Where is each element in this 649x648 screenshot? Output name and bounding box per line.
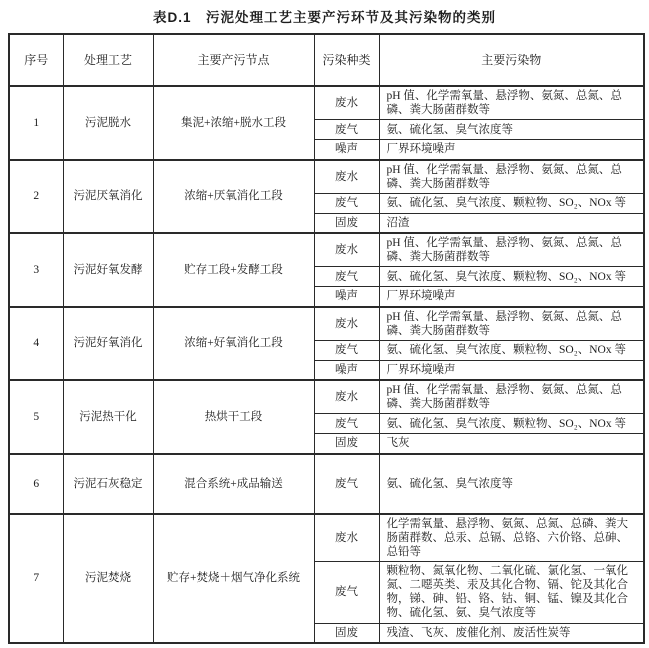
pollution-type-cell: 废水 xyxy=(314,514,379,562)
pollutants-cell: 氨、硫化氢、臭气浓度等 xyxy=(379,454,644,514)
table-row xyxy=(9,514,644,562)
serial-number-cell: 6 xyxy=(9,454,63,514)
table-body xyxy=(9,86,644,643)
pollution-type-cell: 废气 xyxy=(314,193,379,213)
pollution-type-cell: 固废 xyxy=(314,434,379,454)
pollution-type-cell: 废水 xyxy=(314,307,379,341)
pollutants-cell: 沼渣 xyxy=(379,213,644,233)
pollutants-cell: 氨、硫化氢、臭气浓度、颗粒物、SO₂、NOx 等 xyxy=(379,193,644,213)
pollution-node-cell: 贮存工段+发酵工段 xyxy=(153,233,314,307)
pollutants-cell: 化学需氧量、悬浮物、氨氮、总氮、总磷、粪大肠菌群数、总汞、总镉、总铬、六价铬、总砷、总铅等 xyxy=(379,514,644,562)
pollutants-cell: pH 值、化学需氧量、悬浮物、氨氮、总氮、总磷、粪大肠菌群数等 xyxy=(379,160,644,194)
table-caption: 表D.1 污泥处理工艺主要产污环节及其污染物的类别 xyxy=(152,10,496,25)
pollutants-cell: 颗粒物、氮氧化物、二氧化硫、氯化氢、一氧化氮、二噁英类、汞及其化合物、镉、铊及其化合物，锑、砷、铅、铬、钴、铜、锰、镍及其化合物、硫化氢、氨、臭气浓度等 xyxy=(379,561,644,623)
serial-number-cell: 4 xyxy=(9,307,63,381)
pollution-type-cell: 废水 xyxy=(314,380,379,414)
serial-number-cell: 3 xyxy=(9,233,63,307)
pollution-type-cell: 废气 xyxy=(314,454,379,514)
pollution-type-cell: 噪声 xyxy=(314,287,379,307)
process-cell: 污泥热干化 xyxy=(63,380,153,454)
pollution-type-cell: 废气 xyxy=(314,414,379,434)
column-header-serial-number: 序号 xyxy=(9,34,63,86)
pollutants-cell: pH 值、化学需氧量、悬浮物、氨氮、总氮、总磷、粪大肠菌群数等 xyxy=(379,86,644,120)
serial-number-cell: 5 xyxy=(9,380,63,454)
pollutants-cell: pH 值、化学需氧量、悬浮物、氨氮、总氮、总磷、粪大肠菌群数等 xyxy=(379,307,644,341)
table-row xyxy=(9,160,644,194)
serial-number-cell: 7 xyxy=(9,514,63,644)
header-row xyxy=(9,34,644,86)
table-row xyxy=(9,380,644,414)
serial-number-cell: 1 xyxy=(9,86,63,160)
pollutants-cell: 氨、硫化氢、臭气浓度、颗粒物、SO₂、NOx 等 xyxy=(379,414,644,434)
pollutants-cell: 氨、硫化氢、臭气浓度、颗粒物、SO₂、NOx 等 xyxy=(379,340,644,360)
process-cell: 污泥好氧发酵 xyxy=(63,233,153,307)
pollutants-cell: pH 值、化学需氧量、悬浮物、氨氮、总氮、总磷、粪大肠菌群数等 xyxy=(379,233,644,267)
process-cell: 污泥好氧消化 xyxy=(63,307,153,381)
process-cell: 污泥厌氧消化 xyxy=(63,160,153,234)
pollution-type-cell: 废水 xyxy=(314,160,379,194)
pollutants-cell: 厂界环境噪声 xyxy=(379,360,644,380)
pollution-type-cell: 废气 xyxy=(314,120,379,140)
pollution-node-cell: 热烘干工段 xyxy=(153,380,314,454)
table-header xyxy=(9,34,644,86)
pollution-type-cell: 废水 xyxy=(314,233,379,267)
table-row xyxy=(9,454,644,514)
pollutants-cell: 氨、硫化氢、臭气浓度等 xyxy=(379,120,644,140)
process-cell: 污泥石灰稳定 xyxy=(63,454,153,514)
pollution-table xyxy=(8,33,645,644)
pollution-node-cell: 浓缩+厌氧消化工段 xyxy=(153,160,314,234)
process-cell: 污泥焚烧 xyxy=(63,514,153,644)
pollution-node-cell: 贮存+焚烧＋烟气净化系统 xyxy=(153,514,314,644)
table-row xyxy=(9,233,644,267)
pollutants-cell: 氨、硫化氢、臭气浓度、颗粒物、SO₂、NOx 等 xyxy=(379,267,644,287)
pollution-type-cell: 固废 xyxy=(314,213,379,233)
pollution-node-cell: 浓缩+好氧消化工段 xyxy=(153,307,314,381)
pollution-type-cell: 废气 xyxy=(314,267,379,287)
process-cell: 污泥脱水 xyxy=(63,86,153,160)
pollution-node-cell: 混合系统+成品输送 xyxy=(153,454,314,514)
pollution-type-cell: 噪声 xyxy=(314,360,379,380)
pollution-type-cell: 固废 xyxy=(314,623,379,643)
pollutants-cell: pH 值、化学需氧量、悬浮物、氨氮、总氮、总磷、粪大肠菌群数等 xyxy=(379,380,644,414)
pollution-type-cell: 噪声 xyxy=(314,140,379,160)
pollution-type-cell: 废气 xyxy=(314,561,379,623)
column-header-main-pollutants: 主要污染物 xyxy=(379,34,644,86)
pollution-node-cell: 集泥+浓缩+脱水工段 xyxy=(153,86,314,160)
pollutants-cell: 厂界环境噪声 xyxy=(379,140,644,160)
table-row xyxy=(9,86,644,120)
column-header-process: 处理工艺 xyxy=(63,34,153,86)
pollution-type-cell: 废气 xyxy=(314,340,379,360)
pollution-type-cell: 废水 xyxy=(314,86,379,120)
column-header-pollution-node: 主要产污节点 xyxy=(153,34,314,86)
column-header-pollution-type: 污染种类 xyxy=(314,34,379,86)
pollutants-cell: 厂界环境噪声 xyxy=(379,287,644,307)
pollutants-cell: 飞灰 xyxy=(379,434,644,454)
serial-number-cell: 2 xyxy=(9,160,63,234)
pollutants-cell: 残渣、飞灰、废催化剂、废活性炭等 xyxy=(379,623,644,643)
table-row xyxy=(9,307,644,341)
